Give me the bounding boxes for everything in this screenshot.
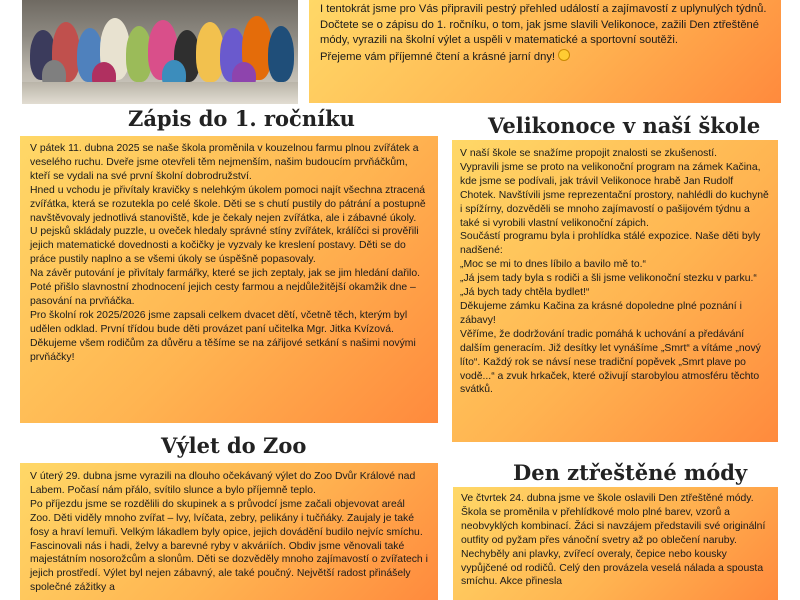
quote: „Moc se mi to dnes líbilo a bavilo mě to.“ (460, 259, 646, 271)
article-title-velikonoce: Velikonoce v naší škole (488, 113, 761, 138)
smile-emoji-icon (558, 49, 570, 61)
intro-box (309, 0, 781, 103)
paragraph: Děkujeme všem rodičům za důvěru a těšíme se na zářijové setkání s našimi novými prvňáčky! (30, 337, 416, 363)
paragraph: V úterý 29. dubna jsme vyrazili na dlouho očekávaný výlet do Zoo Dvůr Králové nad Labem. Počasí nám přálo, svítilo slunce a bylo příjemně teplo. (30, 471, 416, 496)
paragraph: Děkujeme zámku Kačina za krásné dopoledne plné poznání i zábavy! (460, 300, 742, 326)
intro-wish: Přejeme vám příjemné čtení a krásné jarní dny! (320, 49, 771, 66)
article-zoo (20, 463, 438, 600)
paragraph: U pejsků skládaly puzzle, u oveček hledaly správné stíny zvířátek, králíčci si prověřili jejich matematické dovednosti a kočičky je vyzvaly ke kreslení postavy. Děti se do práce pustily naplno a se všemi úkoly se úspěšně popasovaly. (30, 226, 419, 266)
paragraph: Součástí programu byla i prohlídka stálé expozice. Naše děti byly nadšené: (460, 231, 761, 257)
article-velikonoce (452, 140, 778, 442)
intro-paragraph: I tentokrát jsme pro Vás připravili pestrý přehled událostí a zajímavostí z uplynulých týdnů. Dočtete se o zápisu do 1. ročníku, o tom, jak jsme slavili Velikonoce, zažili Den ztřeštěné módy, vyrazili na školní výlet a uspěli v matematické a sportovní soutěži. (320, 3, 767, 47)
article-title-zoo: Výlet do Zoo (161, 433, 307, 458)
paragraph: Ve čtvrtek 24. dubna jsme ve škole oslavili Den ztřeštěné módy. Škola se proměnila v přehlídkové molo plné barev, vzorů a neobvyklých kombinací. Žáci si navzájem představili své originální outfity od pyžam přes vánoční svetry až po oblečení naruby. Nechyběly ani plavky, zvířecí overaly, čepice nebo kousky vypůjčené od rodičů. Celý den provázela veselá nálada a spousta smíchu. Akce přinesla (461, 493, 766, 588)
paragraph: Vypravili jsme se proto na velikonoční program na zámek Kačina, kde jsme se podívali, jak trávil Velikonoce hrabě Jan Rudolf Chotek. Navštívili jsme reprezentační prostory, nahlédli do kuchyně i spížírny, dozvěděli se mnoho zajímavostí o pašijovém týdnu a také si vyrobili vlastní velikonoční zápich. (460, 161, 769, 229)
article-title-zapis: Zápis do 1. ročníku (128, 106, 355, 131)
paragraph: Pro školní rok 2025/2026 jsme zapsali celkem dvacet dětí, včetně těch, kterým byl udělen odklad. První třídou bude děti provázet paní učitelka Mgr. Jitka Kvízová. (30, 309, 408, 335)
paragraph: Na závěr putování je přivítaly farmářky, které se jich zeptaly, jak se jim hledání dařilo. Poté přišlo slavnostní zhodnocení jejich cesty farmou a nejdůležitější okamžik dne – pasování na prvňáčka. (30, 268, 421, 307)
paragraph: V naší škole se snažíme propojit znalosti se zkušeností. (460, 148, 718, 159)
quote: „Já bych tady chtěla bydlet!“ (460, 287, 590, 299)
group-photo (22, 0, 298, 104)
paragraph: Po příjezdu jsme se rozdělili do skupinek a s průvodcí jsme začali objevovat areál Zoo. Děti viděly mnoho zvířat – lvy, lvíčata, zebry, pelikány i tučňáky. Zaujaly je také fosy a hraví lemuři. Velkým lákadlem byly opice, jejich dovádění budilo nejvíc smíchu. Fascinovali nás i hadi, želvy a barevné ryby v akváriích. Obdiv jsme věnovali také majestátním nosorožcům a slonům. Děti se dozvěděly mnoho zajímavostí o zvířatech i jejich prostředí. Výlet byl nejen zábavný, ale také poučný. Největší radost přinášely společné zážitky a (30, 498, 428, 594)
article-mody (453, 487, 778, 600)
article-title-mody: Den ztřeštěné módy (513, 460, 748, 485)
quote: „Já jsem tady byla s rodiči a šli jsme velikonoční stezku v parku.“ (460, 273, 757, 285)
paragraph: Věříme, že dodržování tradic pomáhá k uchování a předávání dalším generacím. Již desítky let vynášíme „Smrt“ a vítáme „nový líto“. Každý rok se návsí nese tradiční popěvek „Smrt plave po vodě...“ a zvuk hrkaček, které oživují starobylou atmosféru těchto svátků. (460, 328, 761, 396)
article-zapis (20, 136, 438, 423)
paragraph: Hned u vchodu je přivítaly kravičky s nelehkým úkolem pomoci najít všechna ztracená zvířátka, která se rozutekla po celé škole. Děti se s chutí pustily do pátrání a postupně navštěvovaly jednotlivá stanoviště, kde je čekaly nejen zvířátka, ale i zábavné úkoly. (30, 184, 426, 224)
photo-ground (22, 82, 298, 104)
paragraph: V pátek 11. dubna 2025 se naše škola proměnila v kouzelnou farmu plnou zvířátek a veselého ruchu. Dveře jsme otevřeli těm nejmenším, našim budoucím prvňáčkům, kteří se vydali na své první školní dobrodružství. (30, 143, 419, 182)
